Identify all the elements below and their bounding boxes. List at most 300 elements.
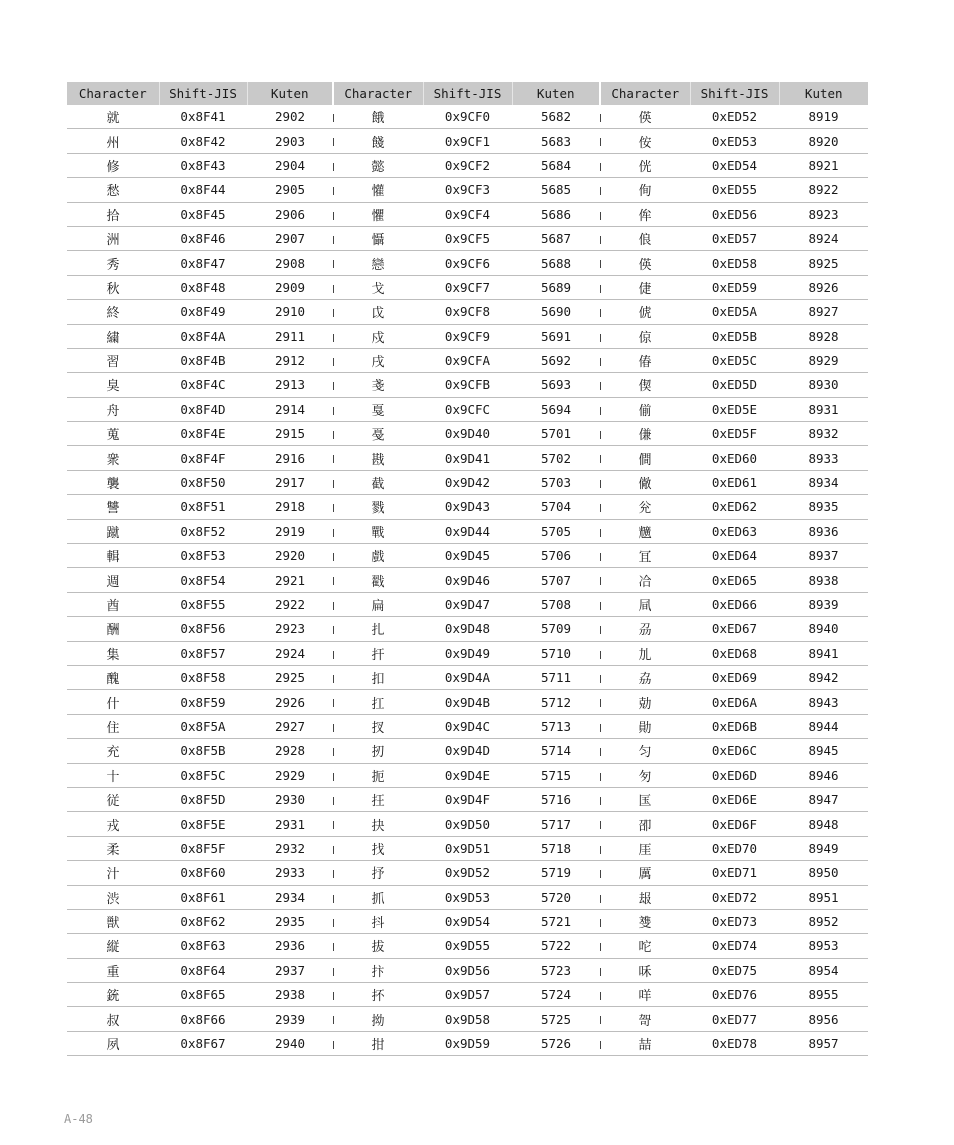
- cell-kuten: 2918: [247, 495, 333, 519]
- table-row: [67, 617, 868, 641]
- cell-shift-jis: 0x8F57: [159, 641, 247, 665]
- cell-shift-jis: 0xED61: [690, 470, 779, 494]
- cell-shift-jis: 0x8F67: [159, 1031, 247, 1055]
- cell-character: 勀: [600, 690, 690, 714]
- cell-character: 抂: [333, 787, 423, 811]
- cell-character: 匇: [600, 763, 690, 787]
- cell-shift-jis: 0xED60: [690, 446, 779, 470]
- cell-character: 劜: [600, 641, 690, 665]
- cell-shift-jis: 0xED65: [690, 568, 779, 592]
- cell-character: 哿: [600, 1007, 690, 1031]
- table-row: [67, 422, 868, 446]
- cell-shift-jis: 0x8F5A: [159, 714, 247, 738]
- cell-kuten: 2907: [247, 226, 333, 250]
- table-row: [67, 568, 868, 592]
- cell-kuten: 5725: [512, 1007, 600, 1031]
- cell-shift-jis: 0xED6B: [690, 714, 779, 738]
- cell-kuten: 5694: [512, 397, 600, 421]
- cell-character: 戲: [333, 544, 423, 568]
- cell-shift-jis: 0xED63: [690, 519, 779, 543]
- cell-shift-jis: 0x8F49: [159, 300, 247, 324]
- cell-shift-jis: 0x8F5B: [159, 739, 247, 763]
- table-row: [67, 495, 868, 519]
- cell-shift-jis: 0x9D57: [423, 983, 512, 1007]
- character-code-table: [67, 82, 868, 1056]
- cell-kuten: 8941: [779, 641, 868, 665]
- cell-character: 住: [67, 714, 159, 738]
- cell-character: 戔: [333, 373, 423, 397]
- cell-character: 襲: [67, 470, 159, 494]
- header-kuten: Kuten: [779, 82, 868, 105]
- cell-shift-jis: 0x8F50: [159, 470, 247, 494]
- cell-shift-jis: 0x9D53: [423, 885, 512, 909]
- cell-shift-jis: 0x9CF4: [423, 202, 512, 226]
- cell-shift-jis: 0xED58: [690, 251, 779, 275]
- cell-kuten: 8950: [779, 861, 868, 885]
- cell-kuten: 5721: [512, 909, 600, 933]
- cell-shift-jis: 0xED5C: [690, 348, 779, 372]
- cell-character: 冝: [600, 544, 690, 568]
- cell-character: 僴: [600, 446, 690, 470]
- cell-shift-jis: 0xED55: [690, 178, 779, 202]
- cell-shift-jis: 0x9D54: [423, 909, 512, 933]
- cell-shift-jis: 0xED6F: [690, 812, 779, 836]
- cell-character: 拾: [67, 202, 159, 226]
- cell-character: 餓: [333, 105, 423, 129]
- cell-character: 修: [67, 153, 159, 177]
- cell-shift-jis: 0x8F4F: [159, 446, 247, 470]
- cell-character: 扎: [333, 617, 423, 641]
- header-character: Character: [600, 82, 690, 105]
- cell-character: 俿: [600, 300, 690, 324]
- cell-shift-jis: 0x9D58: [423, 1007, 512, 1031]
- cell-shift-jis: 0xED59: [690, 275, 779, 299]
- cell-shift-jis: 0x9D41: [423, 446, 512, 470]
- cell-character: 侔: [600, 202, 690, 226]
- cell-shift-jis: 0xED5E: [690, 397, 779, 421]
- cell-kuten: 2938: [247, 983, 333, 1007]
- cell-kuten: 5722: [512, 934, 600, 958]
- table-row: [67, 1007, 868, 1031]
- cell-kuten: 8929: [779, 348, 868, 372]
- cell-shift-jis: 0x8F59: [159, 690, 247, 714]
- cell-kuten: 5709: [512, 617, 600, 641]
- cell-character: 抃: [333, 958, 423, 982]
- cell-character: 餞: [333, 129, 423, 153]
- cell-kuten: 5693: [512, 373, 600, 397]
- cell-kuten: 2919: [247, 519, 333, 543]
- cell-character: 拔: [333, 934, 423, 958]
- cell-kuten: 5687: [512, 226, 600, 250]
- cell-character: 抒: [333, 861, 423, 885]
- cell-shift-jis: 0xED53: [690, 129, 779, 153]
- cell-shift-jis: 0x9D42: [423, 470, 512, 494]
- table-row: [67, 470, 868, 494]
- cell-shift-jis: 0x9D48: [423, 617, 512, 641]
- cell-kuten: 8923: [779, 202, 868, 226]
- cell-character: 戈: [333, 275, 423, 299]
- table-row: [67, 105, 868, 129]
- cell-shift-jis: 0xED6D: [690, 763, 779, 787]
- cell-shift-jis: 0x8F5E: [159, 812, 247, 836]
- cell-character: 抔: [333, 983, 423, 1007]
- cell-character: 冾: [600, 568, 690, 592]
- page-number: A-48: [64, 1112, 93, 1126]
- header-row: [67, 82, 868, 105]
- cell-shift-jis: 0x9D49: [423, 641, 512, 665]
- cell-shift-jis: 0x9CFC: [423, 397, 512, 421]
- cell-character: 咜: [600, 934, 690, 958]
- cell-kuten: 2933: [247, 861, 333, 885]
- cell-shift-jis: 0xED6E: [690, 787, 779, 811]
- cell-shift-jis: 0xED52: [690, 105, 779, 129]
- cell-character: 衆: [67, 446, 159, 470]
- cell-shift-jis: 0x8F4A: [159, 324, 247, 348]
- cell-kuten: 8927: [779, 300, 868, 324]
- cell-shift-jis: 0x8F48: [159, 275, 247, 299]
- cell-character: 戮: [333, 495, 423, 519]
- table-row: [67, 714, 868, 738]
- cell-character: 繍: [67, 324, 159, 348]
- cell-kuten: 2904: [247, 153, 333, 177]
- cell-character: 叝: [600, 885, 690, 909]
- cell-shift-jis: 0xED5B: [690, 324, 779, 348]
- cell-kuten: 8928: [779, 324, 868, 348]
- cell-shift-jis: 0x8F62: [159, 909, 247, 933]
- cell-shift-jis: 0x9D4E: [423, 763, 512, 787]
- header-kuten: Kuten: [247, 82, 333, 105]
- cell-shift-jis: 0x8F63: [159, 934, 247, 958]
- cell-kuten: 2932: [247, 836, 333, 860]
- cell-kuten: 8940: [779, 617, 868, 641]
- cell-shift-jis: 0x8F64: [159, 958, 247, 982]
- cell-kuten: 5692: [512, 348, 600, 372]
- cell-shift-jis: 0xED62: [690, 495, 779, 519]
- cell-character: 懾: [333, 226, 423, 250]
- cell-character: 﨎: [600, 909, 690, 933]
- cell-shift-jis: 0xED6C: [690, 739, 779, 763]
- cell-character: 臭: [67, 373, 159, 397]
- cell-shift-jis: 0x8F42: [159, 129, 247, 153]
- cell-character: 従: [67, 787, 159, 811]
- cell-shift-jis: 0x9D52: [423, 861, 512, 885]
- cell-character: 舟: [67, 397, 159, 421]
- header-character: Character: [67, 82, 159, 105]
- cell-kuten: 8951: [779, 885, 868, 909]
- cell-shift-jis: 0x8F43: [159, 153, 247, 177]
- cell-kuten: 5720: [512, 885, 600, 909]
- table-row: [67, 690, 868, 714]
- cell-kuten: 2908: [247, 251, 333, 275]
- cell-character: 扣: [333, 665, 423, 689]
- cell-shift-jis: 0x8F46: [159, 226, 247, 250]
- cell-character: 扞: [333, 641, 423, 665]
- cell-shift-jis: 0xED5F: [690, 422, 779, 446]
- cell-character: 集: [67, 641, 159, 665]
- cell-kuten: 8922: [779, 178, 868, 202]
- cell-kuten: 5723: [512, 958, 600, 982]
- cell-character: 兤: [600, 519, 690, 543]
- cell-shift-jis: 0x8F5D: [159, 787, 247, 811]
- cell-character: 酬: [67, 617, 159, 641]
- cell-shift-jis: 0x9CF8: [423, 300, 512, 324]
- cell-shift-jis: 0x8F45: [159, 202, 247, 226]
- cell-shift-jis: 0xED71: [690, 861, 779, 885]
- cell-shift-jis: 0x8F47: [159, 251, 247, 275]
- cell-character: 兊: [600, 495, 690, 519]
- cell-character: 戛: [333, 397, 423, 421]
- cell-kuten: 2923: [247, 617, 333, 641]
- cell-shift-jis: 0xED5D: [690, 373, 779, 397]
- cell-shift-jis: 0x9D4C: [423, 714, 512, 738]
- table-row: [67, 202, 868, 226]
- cell-kuten: 8931: [779, 397, 868, 421]
- cell-character: 戳: [333, 568, 423, 592]
- cell-kuten: 5708: [512, 592, 600, 616]
- cell-shift-jis: 0x8F58: [159, 665, 247, 689]
- cell-kuten: 5710: [512, 641, 600, 665]
- cell-shift-jis: 0x8F60: [159, 861, 247, 885]
- cell-kuten: 8946: [779, 763, 868, 787]
- cell-kuten: 8949: [779, 836, 868, 860]
- cell-kuten: 5701: [512, 422, 600, 446]
- cell-kuten: 5690: [512, 300, 600, 324]
- cell-kuten: 5707: [512, 568, 600, 592]
- table-row: [67, 226, 868, 250]
- cell-shift-jis: 0x9D4D: [423, 739, 512, 763]
- cell-character: 僘: [600, 470, 690, 494]
- cell-shift-jis: 0x9D59: [423, 1031, 512, 1055]
- cell-kuten: 5724: [512, 983, 600, 1007]
- cell-kuten: 2929: [247, 763, 333, 787]
- cell-shift-jis: 0xED77: [690, 1007, 779, 1031]
- cell-character: 醜: [67, 665, 159, 689]
- cell-character: 懼: [333, 202, 423, 226]
- cell-kuten: 2906: [247, 202, 333, 226]
- cell-shift-jis: 0x9CFA: [423, 348, 512, 372]
- cell-character: 就: [67, 105, 159, 129]
- cell-shift-jis: 0x9CF1: [423, 129, 512, 153]
- cell-kuten: 5685: [512, 178, 600, 202]
- cell-shift-jis: 0xED5A: [690, 300, 779, 324]
- cell-shift-jis: 0x9D43: [423, 495, 512, 519]
- table-row: [67, 665, 868, 689]
- cell-kuten: 2939: [247, 1007, 333, 1031]
- cell-kuten: 5717: [512, 812, 600, 836]
- cell-shift-jis: 0x8F55: [159, 592, 247, 616]
- header-shift-jis: Shift-JIS: [159, 82, 247, 105]
- cell-kuten: 5683: [512, 129, 600, 153]
- cell-character: 偀: [600, 251, 690, 275]
- cell-character: 渋: [67, 885, 159, 909]
- cell-kuten: 8939: [779, 592, 868, 616]
- cell-character: 侊: [600, 153, 690, 177]
- cell-character: 銃: [67, 983, 159, 1007]
- cell-character: 戀: [333, 251, 423, 275]
- cell-character: 柔: [67, 836, 159, 860]
- cell-shift-jis: 0x9D46: [423, 568, 512, 592]
- cell-character: 劦: [600, 665, 690, 689]
- cell-shift-jis: 0x9CF7: [423, 275, 512, 299]
- cell-shift-jis: 0x9D40: [423, 422, 512, 446]
- cell-shift-jis: 0x8F41: [159, 105, 247, 129]
- cell-kuten: 8942: [779, 665, 868, 689]
- cell-shift-jis: 0xED67: [690, 617, 779, 641]
- cell-character: 截: [333, 470, 423, 494]
- cell-kuten: 5715: [512, 763, 600, 787]
- cell-kuten: 8935: [779, 495, 868, 519]
- table-row: [67, 641, 868, 665]
- cell-shift-jis: 0xED57: [690, 226, 779, 250]
- cell-kuten: 2930: [247, 787, 333, 811]
- cell-shift-jis: 0xED68: [690, 641, 779, 665]
- cell-shift-jis: 0xED54: [690, 153, 779, 177]
- cell-shift-jis: 0xED69: [690, 665, 779, 689]
- cell-character: 扠: [333, 714, 423, 738]
- header-kuten: Kuten: [512, 82, 600, 105]
- cell-kuten: 5713: [512, 714, 600, 738]
- table-row: [67, 397, 868, 421]
- cell-character: 洲: [67, 226, 159, 250]
- cell-kuten: 5714: [512, 739, 600, 763]
- table-row: [67, 812, 868, 836]
- cell-shift-jis: 0xED74: [690, 934, 779, 958]
- table-row: [67, 739, 868, 763]
- cell-kuten: 8920: [779, 129, 868, 153]
- cell-shift-jis: 0x8F4C: [159, 373, 247, 397]
- cell-kuten: 5684: [512, 153, 600, 177]
- cell-character: 輯: [67, 544, 159, 568]
- cell-shift-jis: 0xED64: [690, 544, 779, 568]
- header-shift-jis: Shift-JIS: [423, 82, 512, 105]
- cell-character: 咊: [600, 958, 690, 982]
- cell-kuten: 2922: [247, 592, 333, 616]
- cell-shift-jis: 0x8F4D: [159, 397, 247, 421]
- cell-shift-jis: 0x8F5C: [159, 763, 247, 787]
- cell-character: 汁: [67, 861, 159, 885]
- cell-shift-jis: 0x8F65: [159, 983, 247, 1007]
- cell-character: 偀: [600, 105, 690, 129]
- cell-kuten: 2903: [247, 129, 333, 153]
- cell-character: 倢: [600, 275, 690, 299]
- cell-character: 抉: [333, 812, 423, 836]
- cell-character: 扛: [333, 690, 423, 714]
- cell-character: 戌: [333, 348, 423, 372]
- cell-character: 秀: [67, 251, 159, 275]
- cell-kuten: 8945: [779, 739, 868, 763]
- cell-character: 酋: [67, 592, 159, 616]
- cell-kuten: 2936: [247, 934, 333, 958]
- cell-shift-jis: 0xED78: [690, 1031, 779, 1055]
- cell-character: 獣: [67, 909, 159, 933]
- cell-kuten: 8925: [779, 251, 868, 275]
- cell-kuten: 2934: [247, 885, 333, 909]
- cell-character: 蒐: [67, 422, 159, 446]
- cell-character: 卲: [600, 812, 690, 836]
- cell-shift-jis: 0x9CF0: [423, 105, 512, 129]
- cell-kuten: 5682: [512, 105, 600, 129]
- cell-kuten: 8933: [779, 446, 868, 470]
- cell-shift-jis: 0x8F61: [159, 885, 247, 909]
- cell-shift-jis: 0x8F52: [159, 519, 247, 543]
- cell-character: 州: [67, 129, 159, 153]
- cell-kuten: 5686: [512, 202, 600, 226]
- table-row: [67, 958, 868, 982]
- cell-kuten: 2913: [247, 373, 333, 397]
- cell-kuten: 2902: [247, 105, 333, 129]
- table-row: [67, 348, 868, 372]
- cell-kuten: 8952: [779, 909, 868, 933]
- cell-kuten: 8943: [779, 690, 868, 714]
- cell-kuten: 5691: [512, 324, 600, 348]
- header-shift-jis: Shift-JIS: [690, 82, 779, 105]
- cell-kuten: 8955: [779, 983, 868, 1007]
- cell-shift-jis: 0x8F44: [159, 178, 247, 202]
- cell-kuten: 8926: [779, 275, 868, 299]
- cell-kuten: 8932: [779, 422, 868, 446]
- cell-kuten: 5689: [512, 275, 600, 299]
- cell-shift-jis: 0xED72: [690, 885, 779, 909]
- table-row: [67, 129, 868, 153]
- cell-character: 侒: [600, 129, 690, 153]
- cell-character: 厲: [600, 861, 690, 885]
- cell-character: 抓: [333, 885, 423, 909]
- cell-kuten: 2937: [247, 958, 333, 982]
- cell-kuten: 2910: [247, 300, 333, 324]
- cell-shift-jis: 0xED6A: [690, 690, 779, 714]
- cell-character: 侚: [600, 178, 690, 202]
- table-row: [67, 446, 868, 470]
- cell-character: 戞: [333, 422, 423, 446]
- cell-shift-jis: 0x9CF3: [423, 178, 512, 202]
- cell-shift-jis: 0x9D4A: [423, 665, 512, 689]
- cell-shift-jis: 0x9CF5: [423, 226, 512, 250]
- cell-character: 匤: [600, 787, 690, 811]
- cell-character: 刕: [600, 617, 690, 641]
- cell-character: 懽: [333, 178, 423, 202]
- cell-shift-jis: 0x8F53: [159, 544, 247, 568]
- cell-shift-jis: 0x8F51: [159, 495, 247, 519]
- cell-kuten: 2914: [247, 397, 333, 421]
- cell-shift-jis: 0xED76: [690, 983, 779, 1007]
- cell-character: 傔: [600, 422, 690, 446]
- cell-kuten: 2915: [247, 422, 333, 446]
- cell-kuten: 5705: [512, 519, 600, 543]
- cell-shift-jis: 0xED70: [690, 836, 779, 860]
- cell-shift-jis: 0x9D51: [423, 836, 512, 860]
- cell-character: 週: [67, 568, 159, 592]
- cell-character: 秋: [67, 275, 159, 299]
- cell-character: 匀: [600, 739, 690, 763]
- cell-shift-jis: 0x8F66: [159, 1007, 247, 1031]
- table-body: [67, 105, 868, 1056]
- cell-kuten: 5688: [512, 251, 600, 275]
- cell-kuten: 2912: [247, 348, 333, 372]
- cell-shift-jis: 0xED73: [690, 909, 779, 933]
- cell-shift-jis: 0x8F5F: [159, 836, 247, 860]
- cell-shift-jis: 0x9D56: [423, 958, 512, 982]
- cell-shift-jis: 0x9CF9: [423, 324, 512, 348]
- cell-character: 夙: [67, 1031, 159, 1055]
- cell-character: 偰: [600, 373, 690, 397]
- cell-character: 凬: [600, 592, 690, 616]
- table-row: [67, 251, 868, 275]
- cell-character: 咩: [600, 983, 690, 1007]
- table-row: [67, 178, 868, 202]
- cell-shift-jis: 0x9D50: [423, 812, 512, 836]
- cell-kuten: 8936: [779, 519, 868, 543]
- cell-shift-jis: 0x9CFB: [423, 373, 512, 397]
